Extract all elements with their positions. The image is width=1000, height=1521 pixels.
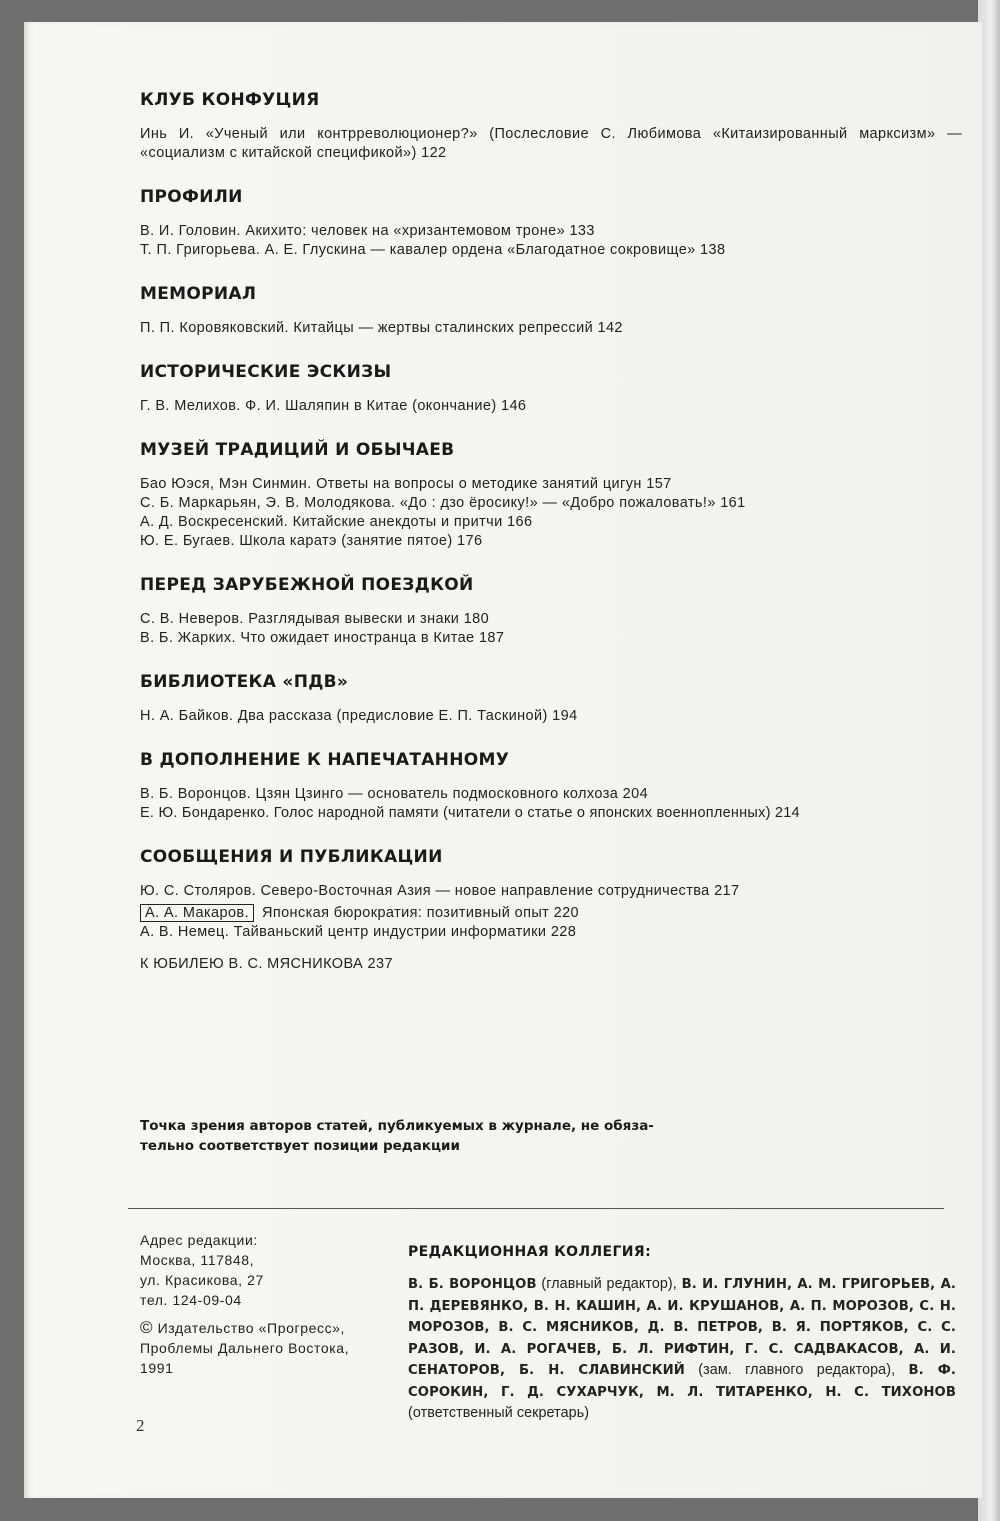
secretary-role: (ответственный секретарь) <box>408 1405 590 1421</box>
editorial-address <box>140 1230 400 1310</box>
toc-entry: Ю. С. Столяров. Северо-Восточная Азия — новое направление сотрудничества 217 <box>140 883 740 899</box>
section-memorial <box>140 284 962 338</box>
address-line: ул. Красикова, 27 <box>140 1272 264 1288</box>
boxed-author-name: А. А. Макаров. <box>140 904 254 922</box>
jubilee-entry: К ЮБИЛЕЮ В. С. МЯСНИКОВА 237 <box>140 956 393 972</box>
toc-entry: Ю. Е. Бугаев. Школа каратэ (занятие пятое) 176 <box>140 533 483 549</box>
copyright-block <box>140 1318 400 1378</box>
board-members-list: В. И. ГЛУНИН, А. М. ГРИГОРЬЕВ, А. П. ДЕРЕВЯНКО, В. Н. КАШИН, А. И. КРУШАНОВ, А. П. МОРОЗОВ, С. Н. МОРОЗОВ, В. С. МЯСНИКОВ, Д. В. ПЕТРОВ, В. Я. ПОРТЯКОВ, С. С. РАЗОВ, И. А. РОГАЧЕВ, Б. Л. РИФТИН, Г. С. САДВАКАСОВ, А. И. СЕНАТОРОВ, Б. Н. СЛАВИНСКИЙ <box>408 1277 956 1378</box>
chief-editor-name: В. Б. ВОРОНЦОВ <box>408 1277 537 1292</box>
editorial-disclaimer <box>140 1116 700 1156</box>
section-title: ПЕРЕД ЗАРУБЕЖНОЙ ПОЕЗДКОЙ <box>140 575 474 595</box>
address-line: Москва, 117848, <box>140 1252 255 1268</box>
address-line: Адрес редакции: <box>140 1232 258 1248</box>
divider-line <box>128 1208 944 1209</box>
disclaimer-line: Точка зрения авторов статей, публикуемых в журнале, не обяза- <box>140 1118 654 1134</box>
section-title: БИБЛИОТЕКА «ПДВ» <box>140 672 349 692</box>
section-title: СООБЩЕНИЯ И ПУБЛИКАЦИИ <box>140 847 443 867</box>
toc-entry: Г. В. Мелихов. Ф. И. Шаляпин в Китае (окончание) 146 <box>140 398 527 414</box>
toc-entry: Бао Юэся, Мэн Синмин. Ответы на вопросы о методике занятий цигун 157 <box>140 476 672 492</box>
toc-entry <box>140 904 962 923</box>
section-confucius-club <box>140 90 962 163</box>
deputy-editor-role: (зам. главного редактора), <box>698 1362 896 1378</box>
section-title: МЕМОРИАЛ <box>140 284 257 304</box>
toc-entry: В. Б. Воронцов. Цзян Цзинго — основатель подмосковного колхоза 204 <box>140 786 649 802</box>
toc-entry: В. Б. Жарких. Что ожидает иностранца в Китае 187 <box>140 630 505 646</box>
disclaimer-line: тельно соответствует позиции редакции <box>140 1138 460 1154</box>
toc-entry: А. Д. Воскресенский. Китайские анекдоты и притчи 166 <box>140 514 533 530</box>
section-museum-traditions <box>140 440 962 551</box>
toc-entry: Н. А. Байков. Два рассказа (предисловие Е. П. Таскиной) 194 <box>140 708 578 724</box>
magazine-page <box>24 22 982 1498</box>
chief-editor-role: (главный редактор), <box>541 1276 677 1292</box>
section-title: В ДОПОЛНЕНИЕ К НАПЕЧАТАННОМУ <box>140 750 510 770</box>
toc-entry: Е. Ю. Бондаренко. Голос народной памяти (читатели о статье о японских военнопленных) 214 <box>140 805 800 821</box>
publisher-name: Издательство «Прогресс», <box>157 1320 346 1336</box>
copyright-line <box>140 1318 400 1338</box>
toc-entry: А. В. Немец. Тайваньский центр индустрии информатики 228 <box>140 924 577 940</box>
section-reports <box>140 847 962 972</box>
board-title: РЕДАКЦИОННАЯ КОЛЛЕГИЯ: <box>408 1244 652 1260</box>
board-members <box>408 1274 956 1424</box>
board-members-list: В. Ф. СОРОКИН, Г. Д. СУХАРЧУК, М. Л. ТИТАРЕНКО, Н. С. ТИХОНОВ <box>408 1363 956 1400</box>
section-profiles <box>140 187 962 260</box>
section-addendum <box>140 750 962 823</box>
toc-entry: С. Б. Маркарьян, Э. В. Молодякова. «До : дзо ёросику!» — «Добро пожаловать!» 161 <box>140 495 746 511</box>
page-number: 2 <box>136 1416 145 1435</box>
toc-entry: С. В. Неверов. Разглядывая вывески и знаки 180 <box>140 611 490 627</box>
address-line: тел. 124-09-04 <box>140 1292 242 1308</box>
table-of-contents <box>140 90 962 996</box>
section-before-trip <box>140 575 962 648</box>
section-historical-sketches <box>140 362 962 416</box>
toc-entry: В. И. Головин. Акихито: человек на «хризантемовом троне» 133 <box>140 223 595 239</box>
editorial-board <box>408 1244 956 1424</box>
section-title: КЛУБ КОНФУЦИЯ <box>140 90 320 110</box>
section-title: МУЗЕЙ ТРАДИЦИЙ И ОБЫЧАЕВ <box>140 440 455 460</box>
toc-entry: Инь И. «Ученый или контрреволюционер?» (Послесловие С. Любимова «Китаизированный марксизм» — «социализм с китайской спецификой») 122 <box>140 126 962 161</box>
toc-entry: П. П. Коровяковский. Китайцы — жертвы сталинских репрессий 142 <box>140 320 623 336</box>
copyright-line: Проблемы Дальнего Востока, <box>140 1340 350 1356</box>
toc-entry: Т. П. Григорьева. А. Е. Глускина — кавалер ордена «Благодатное сокровище» 138 <box>140 242 726 258</box>
toc-entry-title: Японская бюрократия: позитивный опыт 220 <box>261 905 580 921</box>
section-title: ПРОФИЛИ <box>140 187 243 207</box>
copyright-line: 1991 <box>140 1360 174 1376</box>
copyright-icon: © <box>140 1318 154 1337</box>
section-library <box>140 672 962 726</box>
section-title: ИСТОРИЧЕСКИЕ ЭСКИЗЫ <box>140 362 392 382</box>
